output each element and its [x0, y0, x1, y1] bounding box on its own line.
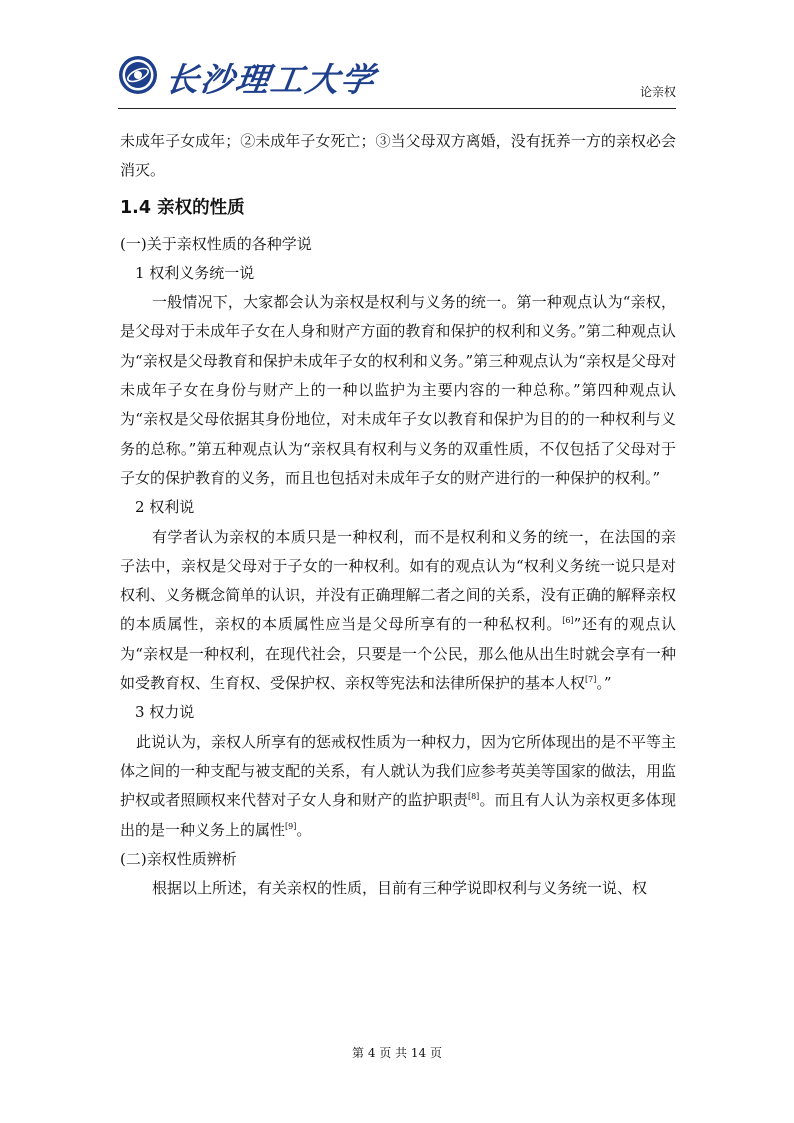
paragraph-text: 有学者认为亲权的本质只是一种权利，而不是权利和义务的统一，在法国的亲子法中，亲权是父母对于子女的一种权利。如有的观点认为“权利义务统一说只是对权利、义务概念简单的认识，并没有正确理解二者之间的关系，没有正确的解释亲权的本质属性，亲权的本质属性应当是父母所享有的一种私权利。	[120, 527, 676, 634]
university-emblem-icon	[118, 55, 158, 95]
section-heading: 1.4 亲权的性质	[120, 197, 245, 218]
page-header	[118, 52, 676, 109]
citation-ref: [7]	[585, 675, 597, 685]
paragraph-text: ”还有的观点认为“亲权是一种权利，在现代社会，只要是一个公民，那么他从出生时就会享有一种如受教育权、生育权、受保护权、亲权等宪法和法律所保护的基本人权	[120, 615, 676, 693]
paragraph-right-theory	[120, 523, 676, 699]
paragraph-analysis: 根据以上所述，有关亲权的性质，目前有三种学说即权利与义务统一说、权	[152, 879, 648, 898]
paragraph-unity-theory: 一般情况下，大家都会认为亲权是权利与义务的统一。第一种观点认为“亲权，是父母对于未成年子女在人身和财产方面的教育和保护的权利和义务。”第二种观点认为“亲权是父母教育和保护未成年子女的权利和义务。”第三种观点认为“亲权是父母对未成年子女在身份与财产上的一种以监护为主要内容的一种总称。”第四种观点认为“亲权是父母依据其身份地位，对未成年子女以教育和保护为目的的一种权利与义务的总称。”第五种观点认为“亲权具有权利与义务的双重性质，不仅包括了父母对于子女的保护教育的义务，而且也包括对未成年子女的财产进行的一种保护的权利。”	[120, 293, 676, 487]
paragraph-text: 此说认为，亲权人所享有的惩戒权性质为一种权力，因为它所体现出的是不平等主体之间的一种支配与被支配的关系，有人就认为我们应参考英美等国家的做法，用监护权或者照顾权来代替对子女人身和财产的监护职责	[120, 732, 677, 810]
page-body	[120, 127, 676, 903]
paragraph-power-theory	[120, 728, 676, 845]
citation-ref: [9]	[285, 821, 297, 831]
item-heading-2: 2 权利说	[135, 498, 195, 517]
subsection-heading-2: (二)亲权性质辨析	[120, 849, 237, 868]
university-logo-text: 长沙理工大学	[162, 60, 379, 99]
citation-ref: [8]	[467, 792, 480, 802]
citation-ref: [6]	[562, 616, 574, 626]
paragraph-text: 。”	[596, 674, 612, 693]
paragraph-text: 。而且有人认为亲权更多体现出的是一种义务上的属性	[120, 791, 676, 839]
subsection-heading-1: (一)关于亲权性质的各种学说	[120, 234, 312, 253]
carry-over-paragraph: 未成年子女成年；②未成年子女死亡；③当父母双方离婚，没有抚养一方的亲权必会消灭。	[120, 132, 676, 180]
item-heading-3: 3 权力说	[135, 703, 195, 722]
page-number-footer: 第 4 页 共 14 页	[352, 1046, 442, 1060]
paragraph-text: 。	[296, 820, 312, 839]
running-header-title: 论亲权	[639, 85, 676, 99]
item-heading-1: 1 权利义务统一说	[135, 263, 255, 282]
